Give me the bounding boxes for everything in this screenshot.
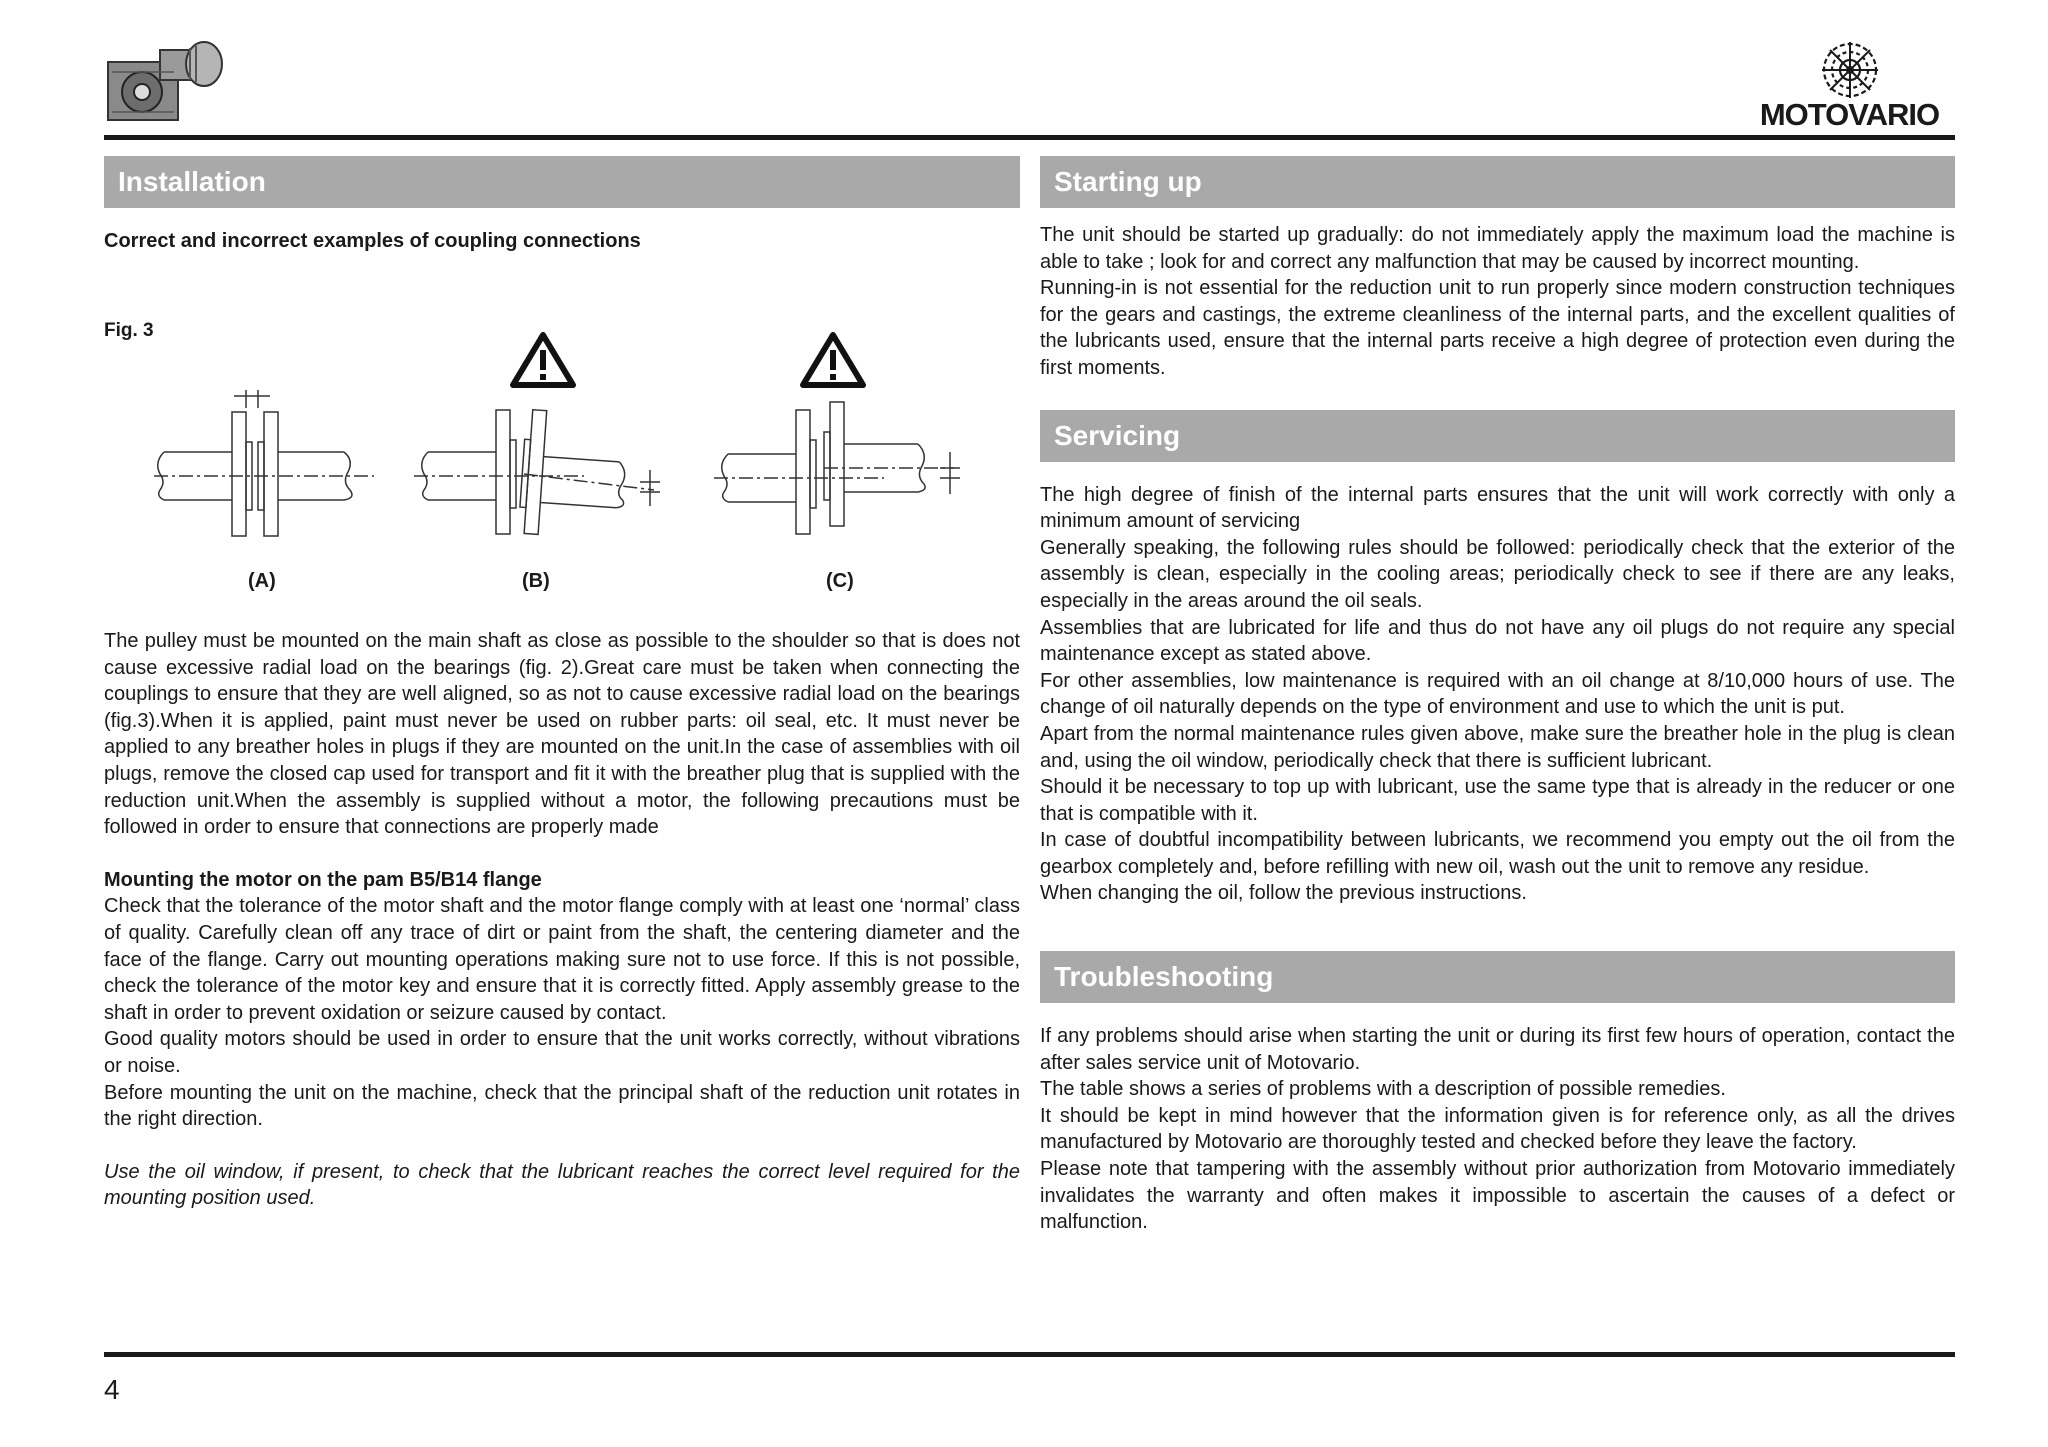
servicing-paragraph: When changing the oil, follow the previous instructions. bbox=[1040, 882, 1527, 905]
pulley-paragraph: The pulley must be mounted on the main shaft as close as possible to the shoulder so that is does not cause excessive radial load on the bearings (fig. 2).Great care must be taken when connecting the couplings to ensure that they are well aligned, so as not to cause excessive radial load on the bearings (fig.3).When it is applied, paint must never be used on rubber parts: oil seal, etc. It must never be applied to any breather holes in plugs if they are mounted on the unit.In the case of assemblies with oil plugs, remove the closed cap used for transport and fit it with the breather plug that is supplied with the reduction unit.When the assembly is supplied without a motor, the following precautions must be followed in order to ensure that connections are properly made bbox=[104, 630, 1020, 839]
header-rule bbox=[104, 135, 1955, 140]
mounting-paragraph: Before mounting the unit on the machine, check that the principal shaft of the reduction unit rotates in the right direction. bbox=[104, 1081, 1020, 1131]
gear-motor-icon bbox=[104, 36, 224, 126]
warning-triangle-icon bbox=[510, 332, 576, 388]
coupling-diagram-b bbox=[414, 382, 674, 562]
fig-caption-b: (B) bbox=[522, 570, 550, 592]
servicing-paragraph: The high degree of finish of the internal parts ensures that the unit will work correctly with only a minimum amount of servicing bbox=[1040, 483, 1955, 533]
starting-up-paragraph: Running-in is not essential for the reduction unit to run properly since modern construction techniques for the gears and castings, the extreme cleanliness of the internal parts, and the excellent qualities of the lubricants used, ensure that the internal parts receive a high degree of protection even during the first moments. bbox=[1040, 277, 1955, 379]
left-column bbox=[104, 156, 1020, 1210]
troubleshooting-paragraph: The table shows a series of problems with a description of possible remedies. bbox=[1040, 1078, 1726, 1101]
servicing-paragraph: Apart from the normal maintenance rules given above, make sure the breather hole in the plug is clean and, using the oil window, periodically check that there is sufficient lubricant. bbox=[1040, 722, 1955, 772]
coupling-diagram-a bbox=[154, 382, 384, 562]
right-column bbox=[1040, 156, 1955, 1236]
troubleshooting-paragraph: It should be kept in mind however that the information given is for reference only, as all the drives manufactured by Motovario are thoroughly tested and checked before they leave the factory. bbox=[1040, 1104, 1955, 1154]
troubleshooting-paragraph: If any problems should arise when starting the unit or during its first few hours of operation, contact the after sales service unit of Motovario. bbox=[1040, 1025, 1955, 1074]
coupling-heading: Correct and incorrect examples of coupling connections bbox=[104, 230, 641, 252]
section-title-starting-up: Starting up bbox=[1040, 156, 1955, 208]
coupling-figure bbox=[154, 332, 994, 602]
coupling-diagram-c bbox=[714, 382, 974, 562]
fig-caption-c: (C) bbox=[826, 570, 854, 592]
motovario-star-icon bbox=[1820, 40, 1880, 100]
oil-window-note: Use the oil window, if present, to check that the lubricant reaches the correct level required for the mounting position used. bbox=[104, 1160, 1020, 1210]
mounting-paragraph: Good quality motors should be used in order to ensure that the unit works correctly, without vibrations or noise. bbox=[104, 1028, 1020, 1077]
servicing-paragraph: For other assemblies, low maintenance is required with an oil change at 8/10,000 hours of use. The change of oil naturally depends on the type of environment and use to which the unit is put. bbox=[1040, 669, 1955, 719]
brand-name: MOTOVARIO bbox=[1759, 97, 1940, 132]
servicing-paragraph: Assemblies that are lubricated for life and thus do not have any oil plugs do not require any special maintenance except as stated above. bbox=[1040, 616, 1955, 666]
brand-logo bbox=[1747, 40, 1952, 132]
mounting-heading: Mounting the motor on the pam B5/B14 flange bbox=[104, 868, 542, 891]
fig-label: Fig. 3 bbox=[104, 320, 154, 341]
section-title-troubleshooting: Troubleshooting bbox=[1040, 951, 1955, 1003]
page-number: 4 bbox=[104, 1374, 120, 1405]
warning-triangle-icon bbox=[800, 332, 866, 388]
fig-caption-a: (A) bbox=[248, 570, 276, 592]
servicing-paragraph: Should it be necessary to top up with lubricant, use the same type that is already in the reducer or one that is compatible with it. bbox=[1040, 776, 1955, 825]
footer-rule bbox=[104, 1352, 1955, 1357]
mounting-paragraph: Check that the tolerance of the motor shaft and the motor flange comply with at least one ‘normal’ class of quality. Carefully clean off any trace of dirt or paint from the shaft, the centering diameter and the face of the flange. Carry out mounting operations making sure not to use force. If this is not possible, check the tolerance of the motor key and ensure that it is correctly fitted. Apply assembly grease to the shaft in order to prevent oxidation or seizure caused by contact. bbox=[104, 895, 1020, 1024]
section-title-installation: Installation bbox=[104, 156, 1020, 208]
section-title-servicing: Servicing bbox=[1040, 410, 1955, 462]
troubleshooting-paragraph: Please note that tampering with the assembly without prior authorization from Motovario immediately invalidates the warranty and often makes it impossible to ascertain the causes of a defect or malfunction. bbox=[1040, 1158, 1955, 1234]
starting-up-paragraph: The unit should be started up gradually: do not immediately apply the maximum load the machine is able to take ; look for and correct any malfunction that may be caused by incorrect mounting. bbox=[1040, 224, 1955, 273]
servicing-paragraph: In case of doubtful incompatibility between lubricants, we recommend you empty out the oil from the gearbox completely and, before refilling with new oil, wash out the unit to remove any residue. bbox=[1040, 829, 1955, 878]
servicing-paragraph: Generally speaking, the following rules should be followed: periodically check that the exterior of the assembly is clean, especially in the cooling areas; periodically check to see if there are any leaks, especially in the areas around the oil seals. bbox=[1040, 536, 1955, 612]
